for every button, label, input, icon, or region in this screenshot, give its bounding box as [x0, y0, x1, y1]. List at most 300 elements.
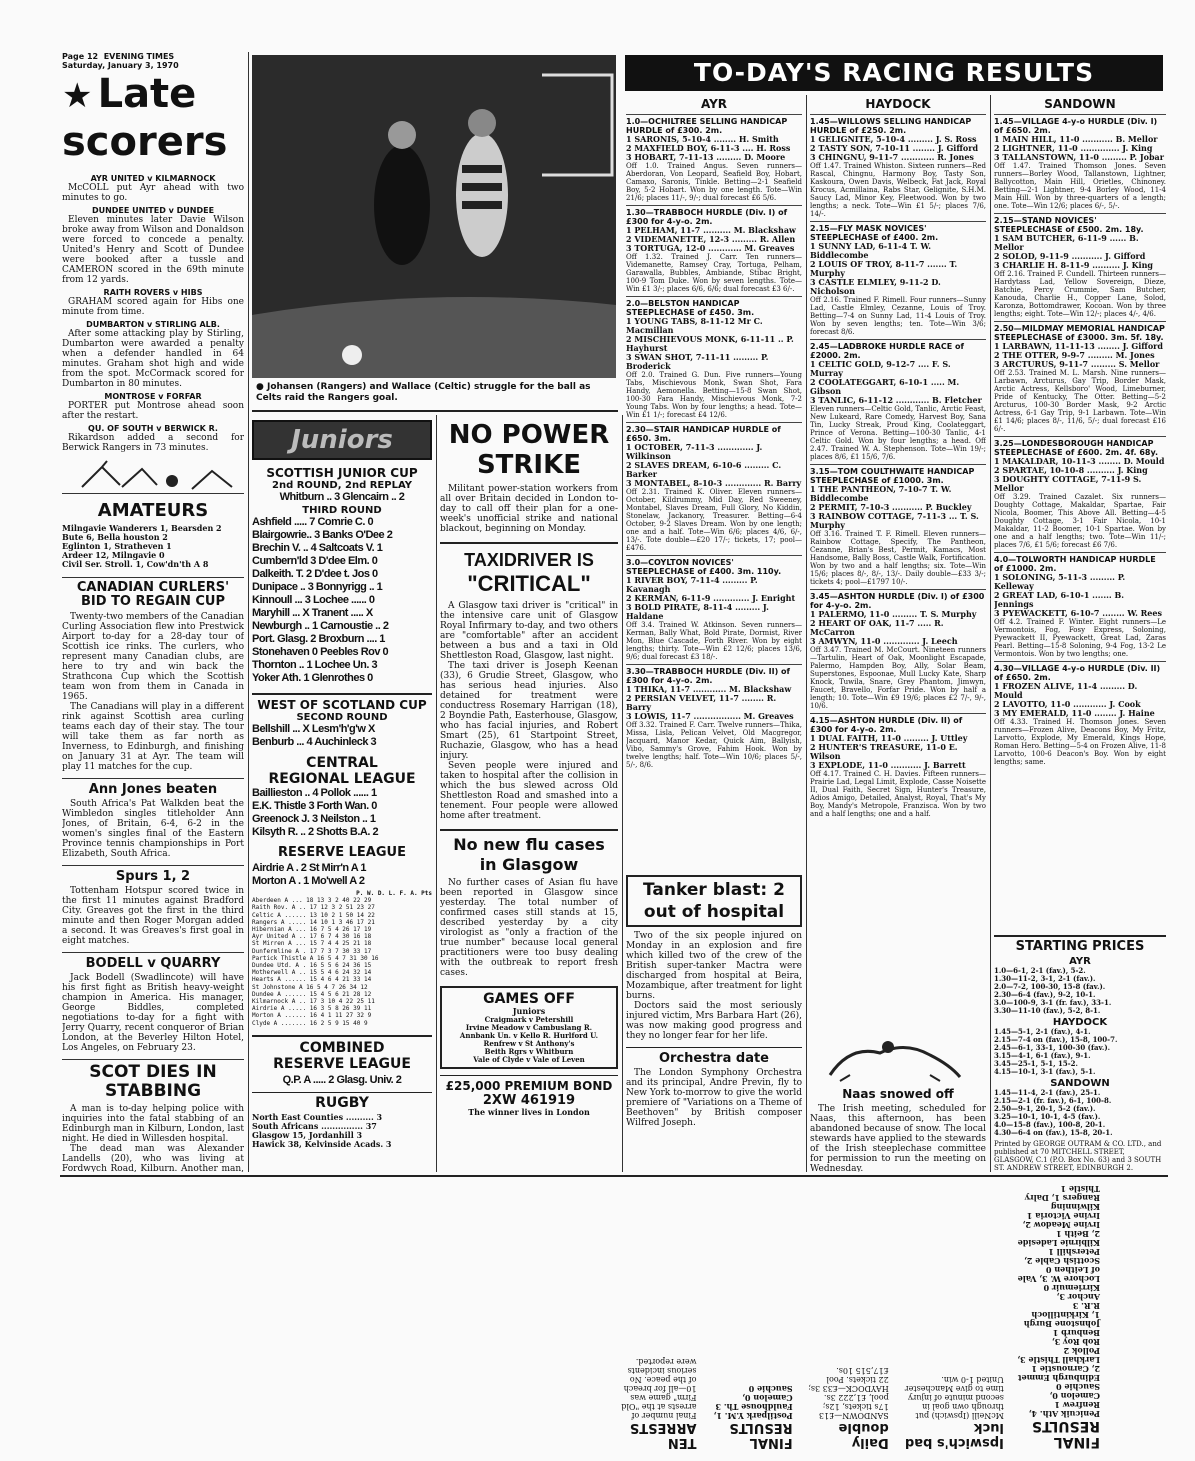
combined-title-1: COMBINED: [299, 1039, 385, 1056]
final-result-1: Kilwinning Rangers 1, Dalry Thistle 1: [1024, 1184, 1100, 1212]
tanker-column: [626, 875, 802, 1172]
race-placing: 3 CHARLIE H. 8-11-9 .......... J. King: [994, 260, 1153, 270]
league-table-header: P. W. D. L. F. A. Pts: [356, 890, 432, 897]
stop-press-rule: [60, 1175, 1168, 1177]
late-scorers-title-2: scorers: [62, 119, 228, 165]
daily-double-text: SANDOWN—£13 17s tickets, 12s; pool, £1,222 3s. HAYDOCK—£33 3s; 22 tickets. Pool £17,515 10s.: [808, 1366, 889, 1420]
race-placings: [626, 685, 802, 721]
table-row: Celtic A ...... 13 10 2 1 50 14 22: [252, 911, 375, 919]
race-placing: 2 SPARTAE, 10-10-8 .......... J. King: [994, 465, 1148, 475]
sp-line: 1.30—11-2, 3-1, 2-1 (fav.).: [994, 974, 1096, 983]
race-note: Off 2.16. Trained F. Rimell. Four runners—Sunny Lad, Castle Elmley, Cezanne, Louis of Troy. Betting—7-4 on Sunny Lad, 11-4 Louis of Troy. Won by seven lengths; ten. Tote—Win 3/6; forecast 8/6.: [810, 296, 986, 336]
games-off-list: [445, 1016, 613, 1064]
junior-result: Kinnoull ... 3 Lochee ...... 0: [252, 594, 375, 606]
naas-headline: Naas snowed off: [842, 1087, 954, 1101]
race-placings: [626, 443, 802, 488]
amateurs-illustration: [62, 459, 244, 494]
race-note: Off 3.16. Trained T. F. Rimell. Eleven runners—Rainbow Cottage, Specify, The Pantheon, Cezanne, Brian's Best, Permit, Kamacs, Most Handsome, Bally Boss, Castle Walk, Fortification. Won by two and a half lengths; six. Tote—Win 15/6; places 8/-, 8/-, 13/-. Daily double—£33 3/-; tickets 4; pool—£1797 10/-.: [810, 530, 986, 586]
star-icon: ★: [62, 76, 93, 116]
junior-result: Brechin V. .. 4 Saltcoats V. 1: [252, 542, 383, 554]
final-result-1: Johnstone Burgh 1, Kirkintilloch R.R. 3: [1023, 1301, 1100, 1329]
curlers-para-2: The Canadians will play in a different rink against Scottish area curling teams each day of their stay. The tour will take them as far north as Inverness, to Edinburgh, and finishing on January 31 at Ayr. The team will play 11 matches for the cup.: [62, 702, 244, 772]
no-power-headline-2: STRIKE: [476, 450, 582, 480]
race-placing: 1 THIKA, 11-7 ............ M. Blackshaw: [626, 684, 792, 694]
race-placing: 1 YOUNG TABS, 8-11-12 Mr C. Macmillan: [626, 316, 763, 335]
juniors-banner-text: Juniors: [291, 425, 393, 455]
scorer-match-text: After some attacking play by Stirling, Dumbarton were awarded a penalty when a defender handled in 64 minutes. Graham shot high and wide from the spot. McCormack scored for Dumbarton in 80 minutes.: [62, 329, 244, 389]
rule: [252, 410, 618, 412]
scot-dies-headline: [62, 1059, 244, 1101]
paper-name: EVENING TIMES: [103, 52, 175, 61]
race-title: 2.15—FLY MASK NOVICES' STEEPLECHASE of £400. 2m.: [810, 221, 986, 242]
race-placing: 2 LIGHTNER, 11-0 .............. J. King: [994, 143, 1153, 153]
sp-line: 3.15—4-1, 6-1 (fav.), 9-1.: [994, 1051, 1091, 1060]
daily-double-headline: Daily double: [838, 1420, 889, 1450]
race-placings: [626, 226, 802, 253]
rugby-title: RUGBY: [252, 1092, 432, 1111]
games-off-item: Irvine Meadow v Cambuslang R.: [465, 1023, 593, 1032]
sp-line: 2.45—6-1, 33-1, 100-30 (fav.).: [994, 1043, 1111, 1052]
ipswich-box: [899, 1180, 1004, 1450]
race-note: Off 2.31. Trained K. Oliver. Eleven runners—October, Kildrummy, Mid Day, Red Sweeney, Montabel, Slaves Dream, Full Glory, No Kiddin, Stonelaw, Jackanory, Treasurer. Betting—6-4 October, 9-2 Slaves Dream. Won by one length; one and a half. Tote—Win 6/6; places 4/6, 6/-, 13/-. Tote double—£20 17/-; tickets, 17; pool—£476.: [626, 488, 802, 552]
race-placing: 2 HEART OF OAK, 11-7 ..... R. McCarron: [810, 618, 944, 637]
race-placing: 3 SWAN SHOT, 7-11-11 ......... P. Broderick: [626, 352, 769, 371]
sp-line: 3.25—10-1, 10-1, 4-5 (fav.).: [994, 1112, 1101, 1121]
sp-line: 2.0—7-2, 100-30, 15-8 (fav.).: [994, 982, 1106, 991]
ann-jones-text: South Africa's Pat Walkden beat the Wimbledon singles titleholder Ann Jones, of Britain, 6-4, 6-2 in the women's singles final of the Eastern Province tennis championships in Port Elizabeth, South Africa.: [62, 799, 244, 859]
final-result-1: Camelon 0, Sauchie 0: [1049, 1382, 1100, 1401]
combined-league-title: [252, 1035, 432, 1072]
football-photo-art: [252, 55, 616, 378]
racing-banner-text: TO-DAY'S RACING RESULTS: [693, 58, 1095, 87]
meeting-sandown: [994, 97, 1166, 937]
table-row: Partick Thistle A 16 5 4 7 31 30 16: [252, 954, 379, 962]
games-off-item: Annbank Un. v Kello R. Hurlford U.: [459, 1031, 599, 1040]
bodell-text: Jack Bodell (Swadlincote) will have his first fight as British heavy-weight champion in America. His manager, George Biddles, completed negotiations to-day for a fight with Jerry Quarry, recent conqueror of Brian London, at the Beverley Hilton Hotel, Los Angeles, on February 23.: [62, 973, 244, 1053]
tanker-headline-2: out of hospital: [643, 902, 785, 922]
column-rule: [806, 95, 807, 1172]
central-result: Greenock J. 3 Neilston .. 1: [252, 813, 376, 825]
table-row: Dundee Utd. A . 16 5 5 6 24 36 15: [252, 962, 372, 970]
race-placing: 2 TASTY SON, 7-10-11 ........ J. Gifford: [810, 143, 979, 153]
no-power-headline-1: NO POWER: [448, 420, 610, 450]
race-note: Off 1.47. Trained Thomson Jones. Seven runners—Borley Wood, Tallanstown, Lightner, Ballycotton, Main Hill, Orietles, Chinoney. Betting—2-1 Lightner, 9-4 Borley Wood, 11-4 Main Hill. Won by three-quarters of a length; one. Tote—Win 12/6; places 6/-, 5/-.: [994, 162, 1166, 210]
junior-result: Cumbern'ld 3 D'dee Elm. 0: [252, 555, 378, 567]
no-power-text: Militant power-station workers from all over Britain decided in London to-day to call off their plan for a one-week's unofficial strike and national blackout, beginning on Monday.: [440, 484, 618, 534]
race-title: 3.15—TOM COULTHWAITE HANDICAP STEEPLECHASE of £1000. 3m.: [810, 464, 986, 485]
league-table: [252, 897, 432, 1027]
spurs-text: Tottenham Hotspur scored twice in the first 11 minutes against Bradford City. Greaves got the first in the third minute and then Roger Morgan added a second. It was Greaves's first goal in eight matches.: [62, 886, 244, 946]
sp-line: 2.30—6-4 (fav.), 9-2, 10-1.: [994, 990, 1096, 999]
reserve-result: Airdrie A . 2 St Mirr'n A 1: [252, 862, 367, 874]
sp-line: 1.45—5-1, 2-1 (fav.), 4-1.: [994, 1027, 1091, 1036]
race-placing: 1 SAM BUTCHER, 6-11-9 ...... B. Mellor: [994, 233, 1139, 252]
scot-dies-para-1: A man is to-day helping police with inquiries into the fatal stabbing of an Edinburgh man in Kilburn, London, last night. He died in Willesden hospital.: [62, 1104, 244, 1144]
flu-headline-2: in Glasgow: [479, 855, 579, 874]
tanker-para-1: Two of the six people injured on Monday in an explosion and fire which killed two of the crew of the British super-tanker Mactra were discharged from hospital at Beira, Mozambique, after treatment for light burns.: [626, 931, 802, 1001]
late-scorers-list: [62, 174, 244, 453]
table-row: Dunfermline A . 17 7 3 7 30 33 17: [252, 947, 372, 955]
stop-press-block: [620, 1180, 1100, 1450]
race-title: 3.25—LONDESBOROUGH HANDICAP STEEPLECHASE of £600. 2m. 4f. 68y.: [994, 436, 1166, 457]
race-placing: 3 DOUGHTY COTTAGE, 7-11-9 S. Mellor: [994, 474, 1142, 493]
amateur-result: Milngavie Wanderers 1, Bearsden 2: [62, 523, 222, 533]
table-row: St Johnstone A 16 5 4 7 26 34 12: [252, 983, 368, 991]
sp-meeting-name: AYR: [1069, 956, 1091, 967]
final-result-1: Anchor 3, Kirriemuir 0: [1043, 1283, 1100, 1302]
junior-cup-title: SCOTTISH JUNIOR CUP: [266, 466, 418, 480]
race-placing: 3 ARCTURUS, 9-11-7 ......... S. Mellor: [994, 359, 1160, 369]
no-power-headline: [440, 420, 618, 480]
scorer-match-head: DUNDEE UNITED v DUNDEE: [91, 206, 215, 215]
final-results-1: [1014, 1180, 1100, 1450]
news-column: [440, 420, 618, 1172]
race-placing: 2 MAXFIELD BOY, 6-11-3 .... H. Ross: [626, 143, 791, 153]
race-placing: 2 COOLATEGGART, 6-10-1 ..... M. Gibson: [810, 377, 960, 396]
photo-caption-text: Johansen (Rangers) and Wallace (Celtic) struggle for the ball as Celts raid the Rangers goal.: [256, 382, 591, 403]
table-row: Clyde A ....... 16 2 5 9 15 40 9: [252, 1019, 368, 1027]
race-note: Off 4.33. Trained H. Thomson Jones. Seven runners—Frozen Alive, Deacons Boy, My Fritz, Larvotto, Explode, My Emerald, Kings Hope, Roman Hero. Betting—5-4 on Frozen Alive, 11-8 Larvotto, 100-6 Deacon's Boy. Won by eight lengths; same.: [994, 718, 1166, 766]
flu-text: No further cases of Asian flu have been reported in Glasgow since yesterday. The total number of confirmed cases still stands at 15, described yesterday by a city virologist as "only a fraction of the true number" because local general practitioners were too busy dealing with the outbreak to report fresh cases.: [440, 878, 618, 978]
race-placing: 1 SUNNY LAD, 6-11-4 T. W. Biddlecombe: [810, 241, 931, 260]
final-result-1: Irvine Meadow 2, Irvine Victoria 1: [1022, 1211, 1100, 1230]
race-title: 4.15—ASHTON HURDLE (Div. II) of £300 for 4-y-o. 2m.: [810, 713, 986, 734]
central-league-results: [252, 787, 432, 839]
central-title-2: REGIONAL LEAGUE: [268, 771, 416, 787]
race-note: Off 2.53. Trained M. L. Marsh. Nine runners—Larbawn, Arcturus, Gay Trip, Border Mask, Arctic Actress, Kellsboro' Wood, Limeburner, Pride of Kentucky, The Otter. Betting—5-2 Arcturus, 100-30 Border Mask, 9-2 Arctic Actress, 6-1 Gay Trip, 9-1 Larbawn. Tote—Win £1 14/6; places 8/-, 11/6, 5/-; dual forecast £16 6/-.: [994, 369, 1166, 433]
left-column: [62, 52, 244, 1172]
race-placing: 1 PELHAM, 11-7 .......... M. Blackshaw: [626, 225, 796, 235]
race-title: 2.50—MILDMAY MEMORIAL HANDICAP STEEPLECHASE of £3000. 3m. 5f. 18y.: [994, 321, 1166, 342]
race-note: Off 2.0. Trained G. Dun. Five runners—Young Tabs, Mischievous Monk, Swan Shot, Fara Handy, Aemonella. Betting—15-8 Swan Shot, 100-30 Fara Handy, Mischievous Monk, 7-2 Young Tabs. Won by four lengths; a head. Tote—Win £1 1/-; forecast £4 12/6.: [626, 371, 802, 419]
wos-result: Benburb ... 4 Auchinleck 3: [252, 736, 377, 748]
sp-line: 2.50—9-1, 20-1, 5-2 (fav.).: [994, 1104, 1096, 1113]
table-row: Morton A ...... 16 4 1 11 27 32 9: [252, 1012, 372, 1020]
ipswich-headline: Ipswich's bad luck: [904, 1420, 1004, 1450]
column-rule: [248, 52, 249, 1172]
footballer-sketch: [62, 459, 242, 493]
race-placing: 3 AMWYN, 11-0 ............. J. Leech: [810, 636, 958, 646]
race-placings: [994, 342, 1166, 369]
table-row: Raith Rov. A .. 17 12 3 2 51 23 27: [252, 904, 375, 912]
bullet-icon: ●: [256, 382, 264, 392]
arrests-box: [620, 1180, 697, 1450]
final-results-2-list: [707, 1384, 793, 1420]
sp-line: 4.30—6-4 on (fav.), 15-8, 20-1.: [994, 1128, 1113, 1137]
premium-bond-number: 2XW 461919: [482, 1093, 576, 1108]
race-note: Eleven runners—Celtic Gold, Tanlic, Arctic Feast, New Lukeard, Rare Comedy, Harvest Boy, Sana Tin, Lucky Streak, Proud King, Coolateggart, Prince of Verona. Betting—100-30 Tanlic, 4-1 Celtic Gold. Won by four lengths; a head. Off 2.47. Trained W. A. Stephenson. Tote—Win 19/-; places 8/6, £1 15/6, 7/6.: [810, 405, 986, 461]
race-placing: 3 RAINBOW COTTAGE, 7-11-3 ... T. S. Murphy: [810, 511, 979, 530]
reserve-league-title: RESERVE LEAGUE: [278, 845, 406, 860]
final-result-1: Rob Roy 3, Benburb 1: [1051, 1328, 1100, 1347]
games-off-title: GAMES OFF: [483, 991, 575, 1007]
amateur-result: Ardeer 12, Milngavie 0: [62, 550, 165, 560]
curlers-para-1: Twenty-two members of the Canadian Curling Association flew into Prestwick Airport to-day for a 28-day tour of Scottish ice rinks. The curlers, who represent many Canadian clubs, are here to try and win back the Strathcona Cup which the Scottish team won from them in Canada in 1965.: [62, 612, 244, 702]
page-number: Page 12: [62, 52, 99, 61]
sp-line: 3.0—100-9, 3-1 (fr. fav.), 33-1.: [994, 998, 1112, 1007]
race-placing: 1 FROZEN ALIVE, 11-4 ......... D. Mould: [994, 681, 1138, 700]
race-placing: 3 LOWIS, 11-7 ................. M. Greaves: [626, 711, 794, 721]
final-result-1: Penicuik Ath. 4, Renfrew 1: [1028, 1400, 1100, 1419]
wos-result: Bellshill ... X Lesm'h'g'w X: [252, 723, 375, 735]
flu-headline-1: No new flu cases: [453, 835, 605, 854]
race-placing: 1 LARBAWN, 11-11-13 ........ J. Gifford: [994, 341, 1163, 351]
race-placing: 3 TALLANSTOWN, 11-0 ......... P. Jobar: [994, 152, 1164, 162]
race-placings: [810, 135, 986, 162]
race-placings: [994, 457, 1166, 493]
amateur-result: Bute 6, Bella houston 2: [62, 532, 168, 542]
sp-line: 1.0—6-1, 2-1 (fav.), 5-2.: [994, 966, 1086, 975]
games-off-item: Renfrew v St Anthony's: [483, 1039, 575, 1048]
race-title: 2.0—BELSTON HANDICAP STEEPLECHASE of £450. 3m.: [626, 296, 802, 317]
premium-bond-note: The winner lives in London: [468, 1107, 590, 1117]
race-note: Off 1.47. Trained Whiston. Sixteen runners—Red Rascal, Chingnu, Harmony Boy, Tasty Son, Kaskoura, Owen Davis, Welbeck, Fat Jack, Royal Krocus, Acmillaina, Rabs Star, Gelignite, S.H.M. Saucy Lad, Minor Key, Fleetwood. Won by two lengths; a neck. Tote—Win £1 5/-; places 7/6, 14/-.: [810, 162, 986, 218]
orchestra-headline: Orchestra date: [626, 1047, 802, 1066]
games-off-item: Craigmark v Petershill: [484, 1015, 574, 1024]
race-placings: [810, 610, 986, 646]
late-scorers-title-1: Late: [97, 71, 197, 117]
race-placing: 3 MY EMERALD, 11-0 ........ J. Haine: [994, 708, 1155, 718]
race-placings: [994, 682, 1166, 718]
page-masthead: [62, 52, 244, 70]
juniors-banner: [252, 420, 432, 460]
race-placing: 1 CELTIC GOLD, 9-12-7 .... F. S. Murray: [810, 359, 951, 378]
race-placing: 3 TORTUGA, 12-0 ............ M. Greaves: [626, 243, 795, 253]
arrests-text: Final number of arrests at the "Old Firm" game was 10—all for breach of the peace. No serious incidents were reported.: [621, 1357, 697, 1420]
race-placing: 2 GREAT LAD, 6-10-1 ....... B. Jennings: [994, 590, 1125, 609]
table-row: Rangers A ..... 14 10 1 3 46 17 21: [252, 918, 375, 926]
scorer-match-text: Rikardson added a second for Berwick Rangers in 73 minutes.: [62, 433, 244, 453]
race-placings: [994, 234, 1166, 270]
third-round-results: [252, 516, 432, 685]
central-league-title: [252, 755, 432, 787]
taxidriver-para-1: A Glasgow taxi driver is "critical" in the intensive care unit of Glasgow Royal Infirmary to-day, and two others are "comfortable" after an accident between a bus and a taxi in Old Shettleston Road, Glasgow, last night.: [440, 601, 618, 661]
race-placing: 1 SARONIS, 5-10-4 ........ H. Smith: [626, 134, 779, 144]
rugby-result: Glasgow 15, Jordanhill 3: [252, 1129, 363, 1140]
race-placing: 1 PALERMO, 11-0 ......... T. S. Murphy: [810, 609, 977, 619]
naas-text: The Irish meeting, scheduled for Naas, this afternoon, has been abandoned because of snow. The local stewards have applied to the stewards of the Irish steeplechase committee for permission to run the meeting on Wednesday.: [810, 1104, 986, 1172]
junior-result: Blairgowrie.. 3 Banks O'Dee 2: [252, 529, 393, 541]
race-note: Off 4.17. Trained C. H. Davies. Fifteen runners—Prairie Lad, Legal Limit, Explode, Casse Noisette II, Dual Faith, Secret Sign, Hunter's Treasure, Adios Amigo, Detailed, Analyst, Royal, That's My Boy, Mandy's Metropole, Franzisca. Won by two and a half lengths; one and a half.: [810, 770, 986, 818]
race-title: 3.45—ASHTON HURDLE (Div. I) of £300 for 4-y-o. 2m.: [810, 589, 986, 610]
race-placing: 3 BOLD PIRATE, 8-11-4 ......... J. Haldane: [626, 602, 769, 621]
arrests-headline: TEN ARRESTS: [629, 1420, 697, 1450]
racing-banner: [625, 55, 1163, 91]
race-placing: 2 LOUIS OF TROY, 8-11-7 ....... T. Murphy: [810, 259, 958, 278]
table-row: Motherwell A .. 15 5 4 6 24 32 14: [252, 969, 372, 977]
sp-meeting-name: SANDOWN: [1050, 1078, 1110, 1089]
meeting-name: SANDOWN: [1044, 97, 1116, 111]
table-row: St Mirren A ... 15 7 4 4 25 21 18: [252, 940, 372, 948]
race-note: Off 1.32. Trained J. Carr. Ten runners—Videmanette, Ramsey Cray, Tortuga, Pelham, Garawalla, Bubbles, Ambiande, Stibac Bright, 100-9 Tom Duke. Won by seven lengths. Tote—Win £1 3/-; places 6/6, 6/6; dual forecast £3 6/-.: [626, 253, 802, 293]
race-title: 1.45—VILLAGE 4-y-o HURDLE (Div. I) of £650. 2m.: [994, 114, 1166, 135]
race-title: 3.30—TRABBOCH HURDLE (Div. II) of £300 for 4-y-o. 2m.: [626, 664, 802, 685]
sp-line: 4.0—15-8 (fav.), 100-8, 20-1.: [994, 1120, 1106, 1129]
football-photo: [252, 55, 616, 378]
race-title: 3.0—COYLTON NOVICES' STEEPLECHASE of £400. 3m. 110y.: [626, 555, 802, 576]
race-placing: 3 CHINGNU, 9-11-7 ............ R. Jones: [810, 152, 974, 162]
combined-title-2: RESERVE LEAGUE: [273, 1055, 411, 1072]
junior-result: Yoker Ath. 1 Glenrothes 0: [252, 672, 373, 684]
final-result-1: Edinburgh Emmet 2, Carnoustie 1: [1017, 1364, 1100, 1383]
race-title: 4.0—TOLWORTH HANDICAP HURDLE of £1000. 2m.: [994, 552, 1166, 573]
race-placings: [626, 317, 802, 371]
column-rule: [990, 95, 991, 1172]
central-title-1: CENTRAL: [306, 755, 378, 771]
junior-result: Maryhill ... X Tranent ..... X: [252, 607, 373, 619]
wos-cup-title: WEST OF SCOTLAND CUP: [252, 693, 432, 712]
bodell-headline: BODELL v QUARRY: [62, 952, 244, 971]
page-date: Saturday, January 3, 1970: [62, 61, 179, 70]
spurs-headline: Spurs 1, 2: [62, 865, 244, 884]
daily-double-box: [803, 1180, 889, 1450]
rugby-results: [252, 1113, 432, 1149]
race-note: Off 3.29. Trained Cazalet. Six runners—Doughty Cottage, Makaldar, Spartae, Fair Nicola, Boomer, This Above All. Betting—4-5 Doughty Cottage, 3-1 Fair Nicola, 10-1 Makaldar, 11-2 Boomer, 10-1 Spartae. Won by one and a half lengths; two. Tote—Win 11/-; places 7/6, £1 5/6; forecast £6 7/6.: [994, 493, 1166, 549]
final-result-2: Camelon 0, Sauchie 0: [742, 1384, 793, 1403]
race-title: 1.0—OCHILTREE SELLING HANDICAP HURDLE of £300. 2m.: [626, 114, 802, 135]
race-placings: [810, 734, 986, 770]
taxidriver-headline-1: TAXIDRIVER IS: [464, 550, 594, 570]
race-placing: 2 PERMIT, 7-10-3 ........... P. Buckley: [810, 502, 972, 512]
naas-column: [810, 1035, 986, 1172]
race-placing: 1 GELIGNITE, 5-10-4 ......... J. S. Ross: [810, 134, 977, 144]
junior-result: Dalkeith. T. 2 D'dee t. Jos 0: [252, 568, 378, 580]
race-placing: 2 KERMAN, 6-11-9 ............. J. Enright: [626, 593, 796, 603]
race-placing: 2 LAVOTTO, 11-0 ............ J. Cook: [994, 699, 1141, 709]
meeting-name: AYR: [700, 97, 728, 111]
combined-league-result: Q.P. A ..... 2 Glasg. Univ. 2: [282, 1073, 402, 1086]
race-placing: 2 MISCHIEVOUS MONK, 6-11-11 .. P. Hayhurst: [626, 334, 794, 353]
race-title: 4.30—VILLAGE 4-y-o HURDLE (Div. II) of £650. 2m.: [994, 661, 1166, 682]
junior-result: Ashfield ..... 7 Comrie C. 0: [252, 516, 374, 528]
race-placings: [994, 573, 1166, 618]
printer-imprint: Printed by GEORGE OUTRAM & CO. LTD., and published at 70 MITCHELL STREET, GLASGOW, C.1 (P.O. Box No. 63) and 3 SOUTH ST. ANDREW STREET, EDINBURGH 2.: [994, 1140, 1162, 1172]
scorer-match-text: GRAHAM scored again for Hibs one minute from time.: [62, 297, 244, 317]
amateur-result: Eglinton 1, Stratheven 1: [62, 541, 172, 551]
scot-dies-headline-1: SCOT DIES IN: [89, 1062, 217, 1082]
race-note: Off 2.16. Trained F. Cundell. Thirteen runners—Hardytass Lad, Yellow Sovereign, Dieze, Batchie, Percy Crummie, Sam Butcher, Kanouda, Charlie H., Copper Lane, Solod, Karonza, Bottomdrawer, Kocoan. Won by three lengths; eight. Tote—Win 12/-; places 4/-, 4/6.: [994, 270, 1166, 318]
meeting-name: HAYDOCK: [865, 97, 931, 111]
orchestra-text: The London Symphony Orchestra and its principal, Andre Previn, fly to New York to-morrow to give the world premiere of "Variations on a Theme of Beethoven" by British composer Wilfred Joseph.: [626, 1068, 802, 1128]
race-title: 1.45—WILLOWS SELLING HANDICAP HURDLE of £250. 2m.: [810, 114, 986, 135]
race-title: 2.45—LADBROKE HURDLE RACE of £2000. 2m.: [810, 339, 986, 360]
scot-dies-para-2: The dead man was Alexander Landells (20), who was living at Fordwych Road, Kilburn. Another man,: [62, 1144, 244, 1172]
sp-meeting-name: HAYDOCK: [1052, 1017, 1108, 1028]
games-off-item: Beith Rgrs v Whitburn: [484, 1047, 574, 1056]
scot-dies-headline-2: STABBING: [104, 1081, 202, 1101]
race-placing: 1 DUAL FAITH, 11-0 ......... J. Uttley: [810, 733, 968, 743]
final-results-2-title: FINAL RESULTS: [729, 1420, 793, 1450]
wos-cup-results: [252, 723, 432, 749]
race-note: Off 3.32. Trained F. Carr. Twelve runners—Thika, Missa, Lisla, Pelican Velvet, Old Macgregor, Jacquard, Manor Kedar, Quick Aim, Ballyish, Vibo, Sammy's Grove, Fahim Hook. Won by twelve lengths; half. Tote—Win 10/6; places 5/-, 5/-, 8/6.: [626, 721, 802, 769]
final-result-2: Postilpark Y.M. 1, Fauldhouse Th. 3: [713, 1402, 793, 1421]
ipswich-text: McNeill (Ipswich) put through own goal in second minute of injury time to give Manchester United 1-0 win.: [904, 1375, 1004, 1420]
race-placing: 2 SLAVES DREAM, 6-10-6 ......... C. Barker: [626, 460, 782, 479]
reserve-result: Morton A . 1 Mo'well A 2: [252, 875, 365, 887]
race-placing: 1 MAKALDAR, 10-11-3 ........ D. Mould: [994, 456, 1165, 466]
race-note: Off 3.47. Trained M. McCourt. Nineteen runners—Tartulin, Heart of Oak, Moonlight Escapade, Palermo, Hampden Boy, Ally, Solar Beam, Superstones, Espoonae, Mull Lucky Kate, Sharp Knock, Tuwila, Snare, Grey Phantom, Jimwyn, Faucet, Bravello, Forfar Pride. Won by half a length; 10. Tote—Win £9 19/6; places £2 7/-, 9/-, 10/6.: [810, 646, 986, 710]
race-placing: 3 PYEWACKETT, 6-10-7 ........ W. Rees: [994, 608, 1162, 618]
tanker-para-2: Doctors said the most seriously injured victim, Mrs Barbara Hart (26), was now making good progress and they no longer fear for her life.: [626, 1001, 802, 1041]
sp-line: 1.45—11-4, 2-1 (fav.), 25-1.: [994, 1088, 1101, 1097]
late-scorers-heading: [62, 71, 244, 170]
games-off-subtitle: Juniors: [512, 1006, 546, 1016]
table-row: Airdrie A ..... 16 3 5 8 26 39 11: [252, 1005, 372, 1013]
tanker-headline-1: Tanker blast: 2: [643, 880, 785, 900]
junior-result: Stonehaven 0 Peebles Rov 0: [252, 646, 389, 658]
race-placing: 3 HOBART, 7-11-13 ......... D. Moore: [626, 152, 786, 162]
sp-line: 2.15—2-1 (fr. fav.), 6-1, 100-8.: [994, 1096, 1112, 1105]
starting-prices-title: STARTING PRICES: [994, 935, 1166, 954]
third-round-title: THIRD ROUND: [302, 505, 382, 516]
race-placing: 1 MAIN HILL, 11-0 ........... B. Mellor: [994, 134, 1158, 144]
race-placing: 2 THE OTTER, 9-9-7 ......... M. Jones: [994, 350, 1155, 360]
column-rule: [622, 415, 623, 1172]
scorer-match-head: AYR UNITED v KILMARNOCK: [90, 174, 216, 183]
table-row: Hibernian A ... 16 7 5 4 26 17 19: [252, 926, 372, 934]
race-placing: 3 EXPLODE, 11-0 ........... J. Barrett: [810, 760, 966, 770]
amateurs-title: AMATEURS: [97, 500, 209, 521]
race-placings: [626, 135, 802, 162]
central-result: Kilsyth R. .. 2 Shotts B.A. 2: [252, 826, 379, 838]
junior-result: Newburgh .. 1 Carnoustie .. 2: [252, 620, 389, 632]
premium-bond-box: [440, 1075, 618, 1117]
final-results-2: [707, 1180, 793, 1450]
games-off-item: Vale of Clyde v Vale of Leven: [473, 1055, 585, 1064]
amateurs-results: [62, 524, 244, 569]
flu-headline: [440, 829, 618, 875]
scorer-match-head: QU. OF SOUTH v BERWICK R.: [88, 424, 218, 433]
meeting-haydock: [810, 97, 986, 947]
race-placings: [810, 242, 986, 296]
race-placings: [626, 576, 802, 621]
race-placing: 1 THE PANTHEON, 7-10-7 T. W. Biddlecombe: [810, 484, 952, 503]
curlers-headline: [62, 577, 244, 609]
race-note: Off 1.0. Trained Angus. Seven runners—Aberdoran, Von Leopard, Seafield Boy, Hobart, Camaxo, Saronis, Tinkle. Betting—2-1 Seafield Boy, 5-2 Hobart. Won by one length. Tote—Win 21/6; places 11/-, 9/-; dual forecast £6 5/6.: [626, 162, 802, 202]
race-placing: 1 RIVER BOY, 7-11-4 ......... P. Kavanagh: [626, 575, 758, 594]
table-row: Ayr United A .. 17 6 7 4 30 16 18: [252, 933, 372, 941]
final-results-1-list: [1014, 1184, 1100, 1418]
taxidriver-para-2: The taxi driver is Joseph Keenan (33), 6 Grudie Street, Glasgow, who has serious head injuries. Also detained for treatment were conductress Rosemary Harrigan (18), 2 Boyndie Path, Easterhouse, Glasgow, who has facial injuries, and Robert Smart (25), 61 Startpoint Street, Ruchazie, Glasgow, who has a head injury.: [440, 661, 618, 761]
premium-bond-title: £25,000 PREMIUM BOND: [445, 1079, 613, 1093]
race-note: Off 4.2. Trained F. Winter. Eight runners—Le Vermontois, Fog, Fosy Express, Soloning, Pyewackett II, Pyewackett, Great Lad, Zaras Pearl. Betting—15-8 Soloning, 9-4 Fog, 13-2 Le Vermontois. Won by two lengths; one.: [994, 618, 1166, 658]
final-result-1: Kilbirnie Ladeside 2, Beith 1: [1017, 1229, 1100, 1248]
column-rule: [436, 415, 437, 1172]
junior-replay-result: Whitburn .. 3 Glencairn .. 2: [279, 491, 405, 503]
curlers-headline-2: BID TO REGAIN CUP: [81, 594, 225, 609]
juniors-column: [252, 420, 432, 1172]
taxidriver-para-3: Seven people were injured and taken to hospital after the collision in which the bus slewed across Old Shettleston Road and smashed into a tenement. Four people were allowed home after treatment.: [440, 761, 618, 821]
junior-result: Dunipace .. 3 Bonnyrigg .. 1: [252, 581, 383, 593]
starting-prices-sections: [994, 956, 1166, 1137]
sp-line: 2.15—7-4 on (fav.), 15-8, 100-7.: [994, 1035, 1118, 1044]
race-placing: 1 SOLONING, 5-11-3 ......... P. Kelleway: [994, 572, 1126, 591]
taxidriver-headline: [440, 542, 618, 597]
scorer-match-text: PORTER put Montrose ahead soon after the restart.: [62, 401, 244, 421]
race-placing: 1 OCTOBER, 7-11-3 ............. J. Wilkinson: [626, 442, 763, 461]
final-result-1: Larkhall Thistle 3, Pollok 2: [1017, 1346, 1100, 1365]
ann-jones-headline: Ann Jones beaten: [62, 778, 244, 797]
junior-cup-subtitle: 2nd ROUND, 2nd REPLAY: [272, 480, 412, 491]
rugby-result: North East Counties .......... 3: [252, 1111, 383, 1122]
scorer-match-text: McCOLL put Ayr ahead with two minutes to go.: [62, 183, 244, 203]
race-note: Off 3.4. Trained W. Atkinson. Seven runners—Kerman, Bally What, Bold Pirate, Dormist, River Mon, Blue Cascade, Forth River. Won by eight lengths; thirty. Tote—Win £2 12/6; places 13/6, 9/6; dual forecast £3 18/-.: [626, 621, 802, 661]
final-results-1-title: FINAL RESULTS: [1031, 1418, 1100, 1450]
taxidriver-headline-2: "CRITICAL": [467, 571, 591, 596]
scorer-match-head: MONTROSE v FORFAR: [104, 392, 202, 401]
reserve-league-results: [252, 862, 432, 888]
sp-line: 3.45—25-1, 5-1, 15-2.: [994, 1059, 1078, 1068]
